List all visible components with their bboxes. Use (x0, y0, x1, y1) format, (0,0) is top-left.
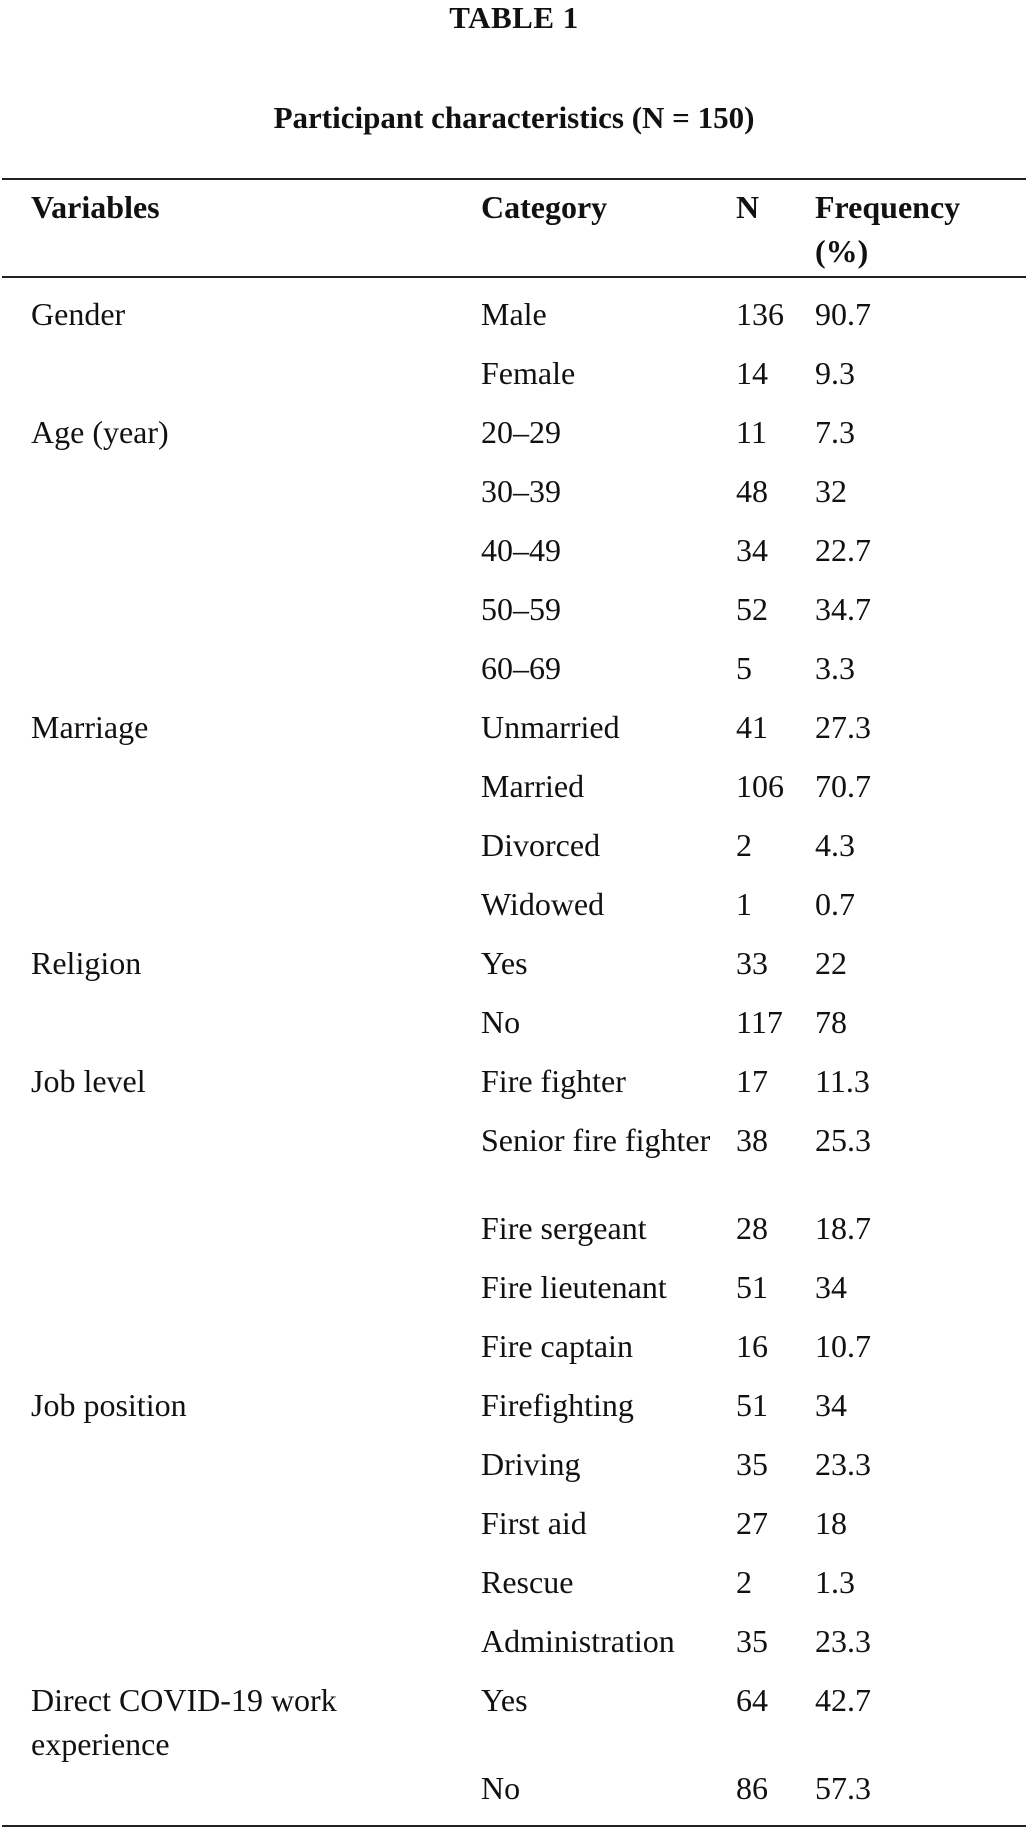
cell-frequency: 9.3 (815, 355, 855, 391)
cell-frequency: 4.3 (815, 827, 855, 863)
cell-category: Fire captain (481, 1328, 633, 1364)
cell-variable: Direct COVID-19 work experience (31, 1682, 337, 1762)
table-row (2, 1442, 1026, 1501)
cell-frequency: 90.7 (815, 296, 871, 332)
cell-category: 40–49 (481, 532, 561, 568)
cell-frequency: 0.7 (815, 886, 855, 922)
cell-variable: Job position (31, 1387, 187, 1423)
cell-n: 34 (736, 532, 768, 568)
table-row (2, 705, 1026, 764)
table-row (2, 410, 1026, 469)
table-caption: Participant characteristics (N = 150) (273, 100, 755, 135)
cell-frequency: 22.7 (815, 532, 871, 568)
cell-n: 52 (736, 591, 768, 627)
table-row (2, 1766, 1026, 1825)
cell-n: 27 (736, 1505, 768, 1541)
table-row (2, 941, 1026, 1000)
table-row (2, 1265, 1026, 1324)
table-header (2, 180, 1026, 278)
data-table (2, 178, 1026, 1827)
cell-frequency: 27.3 (815, 709, 871, 745)
cell-n: 28 (736, 1210, 768, 1246)
cell-category: No (481, 1004, 521, 1040)
cell-n: 64 (736, 1682, 768, 1718)
table-row (2, 351, 1026, 410)
cell-n: 1 (736, 886, 752, 922)
header-variables: Variables (31, 189, 160, 225)
cell-frequency: 1.3 (815, 1564, 855, 1600)
cell-n: 51 (736, 1387, 768, 1423)
cell-n: 51 (736, 1269, 768, 1305)
table-row (2, 292, 1026, 351)
cell-n: 86 (736, 1770, 768, 1806)
table-row (2, 1206, 1026, 1265)
table-row (2, 764, 1026, 823)
cell-category: Senior fire fighter (481, 1122, 711, 1158)
cell-n: 33 (736, 945, 768, 981)
table-row (2, 823, 1026, 882)
cell-n: 38 (736, 1122, 768, 1158)
cell-frequency: 78 (815, 1004, 847, 1040)
cell-frequency: 42.7 (815, 1682, 871, 1718)
header-category: Category (481, 189, 608, 225)
table-row (2, 1383, 1026, 1442)
cell-frequency: 34.7 (815, 591, 871, 627)
cell-n: 35 (736, 1623, 768, 1659)
cell-category: First aid (481, 1505, 587, 1541)
cell-category: Widowed (481, 886, 605, 922)
table-row (2, 469, 1026, 528)
cell-frequency: 23.3 (815, 1623, 871, 1659)
table-row (2, 1678, 1026, 1766)
cell-category: Rescue (481, 1564, 574, 1600)
cell-category: Yes (481, 945, 528, 981)
cell-category: Fire sergeant (481, 1210, 647, 1246)
cell-n: 2 (736, 1564, 752, 1600)
cell-n: 41 (736, 709, 768, 745)
cell-frequency: 11.3 (815, 1063, 870, 1099)
cell-variable: Religion (31, 945, 142, 981)
cell-n: 117 (736, 1004, 783, 1040)
cell-frequency: 57.3 (815, 1770, 871, 1806)
cell-category: Fire fighter (481, 1063, 626, 1099)
cell-n: 136 (736, 296, 784, 332)
cell-category: Yes (481, 1682, 528, 1718)
cell-category: Married (481, 768, 585, 804)
cell-category: 30–39 (481, 473, 561, 509)
table-row (2, 882, 1026, 941)
table-row (2, 1118, 1026, 1206)
table-row (2, 587, 1026, 646)
cell-frequency: 23.3 (815, 1446, 871, 1482)
cell-n: 2 (736, 827, 752, 863)
header-frequency: Frequency (%) (815, 189, 961, 269)
cell-n: 5 (736, 650, 752, 686)
cell-category: 50–59 (481, 591, 561, 627)
table-row (2, 1501, 1026, 1560)
cell-frequency: 18.7 (815, 1210, 871, 1246)
table-label: TABLE 1 (449, 0, 579, 35)
cell-n: 35 (736, 1446, 768, 1482)
cell-frequency: 18 (815, 1505, 847, 1541)
cell-frequency: 3.3 (815, 650, 855, 686)
cell-category: Male (481, 296, 547, 332)
cell-variable: Age (year) (31, 414, 169, 450)
cell-category: Firefighting (481, 1387, 634, 1423)
cell-variable: Job level (31, 1063, 146, 1099)
cell-variable: Marriage (31, 709, 149, 745)
cell-frequency: 70.7 (815, 768, 871, 804)
cell-n: 14 (736, 355, 768, 391)
table-body (2, 278, 1026, 1827)
cell-frequency: 7.3 (815, 414, 855, 450)
cell-category: Divorced (481, 827, 601, 863)
table-row (2, 1000, 1026, 1059)
cell-category: Administration (481, 1623, 675, 1659)
table-row (2, 1619, 1026, 1678)
cell-n: 48 (736, 473, 768, 509)
cell-category: Unmarried (481, 709, 620, 745)
cell-n: 16 (736, 1328, 768, 1364)
cell-category: Driving (481, 1446, 581, 1482)
cell-n: 17 (736, 1063, 768, 1099)
cell-n: 11 (736, 414, 767, 450)
cell-category: 20–29 (481, 414, 561, 450)
cell-frequency: 22 (815, 945, 847, 981)
cell-category: Fire lieutenant (481, 1269, 667, 1305)
cell-category: 60–69 (481, 650, 561, 686)
cell-frequency: 32 (815, 473, 847, 509)
cell-variable: Gender (31, 296, 126, 332)
cell-frequency: 10.7 (815, 1328, 871, 1364)
table-row (2, 1059, 1026, 1118)
cell-n: 106 (736, 768, 784, 804)
table-row (2, 646, 1026, 705)
cell-frequency: 34 (815, 1269, 847, 1305)
header-n: N (736, 189, 760, 225)
table-row (2, 528, 1026, 587)
cell-category: No (481, 1770, 521, 1806)
cell-frequency: 34 (815, 1387, 847, 1423)
cell-category: Female (481, 355, 576, 391)
table-row (2, 1560, 1026, 1619)
table-row (2, 1324, 1026, 1383)
cell-frequency: 25.3 (815, 1122, 871, 1158)
